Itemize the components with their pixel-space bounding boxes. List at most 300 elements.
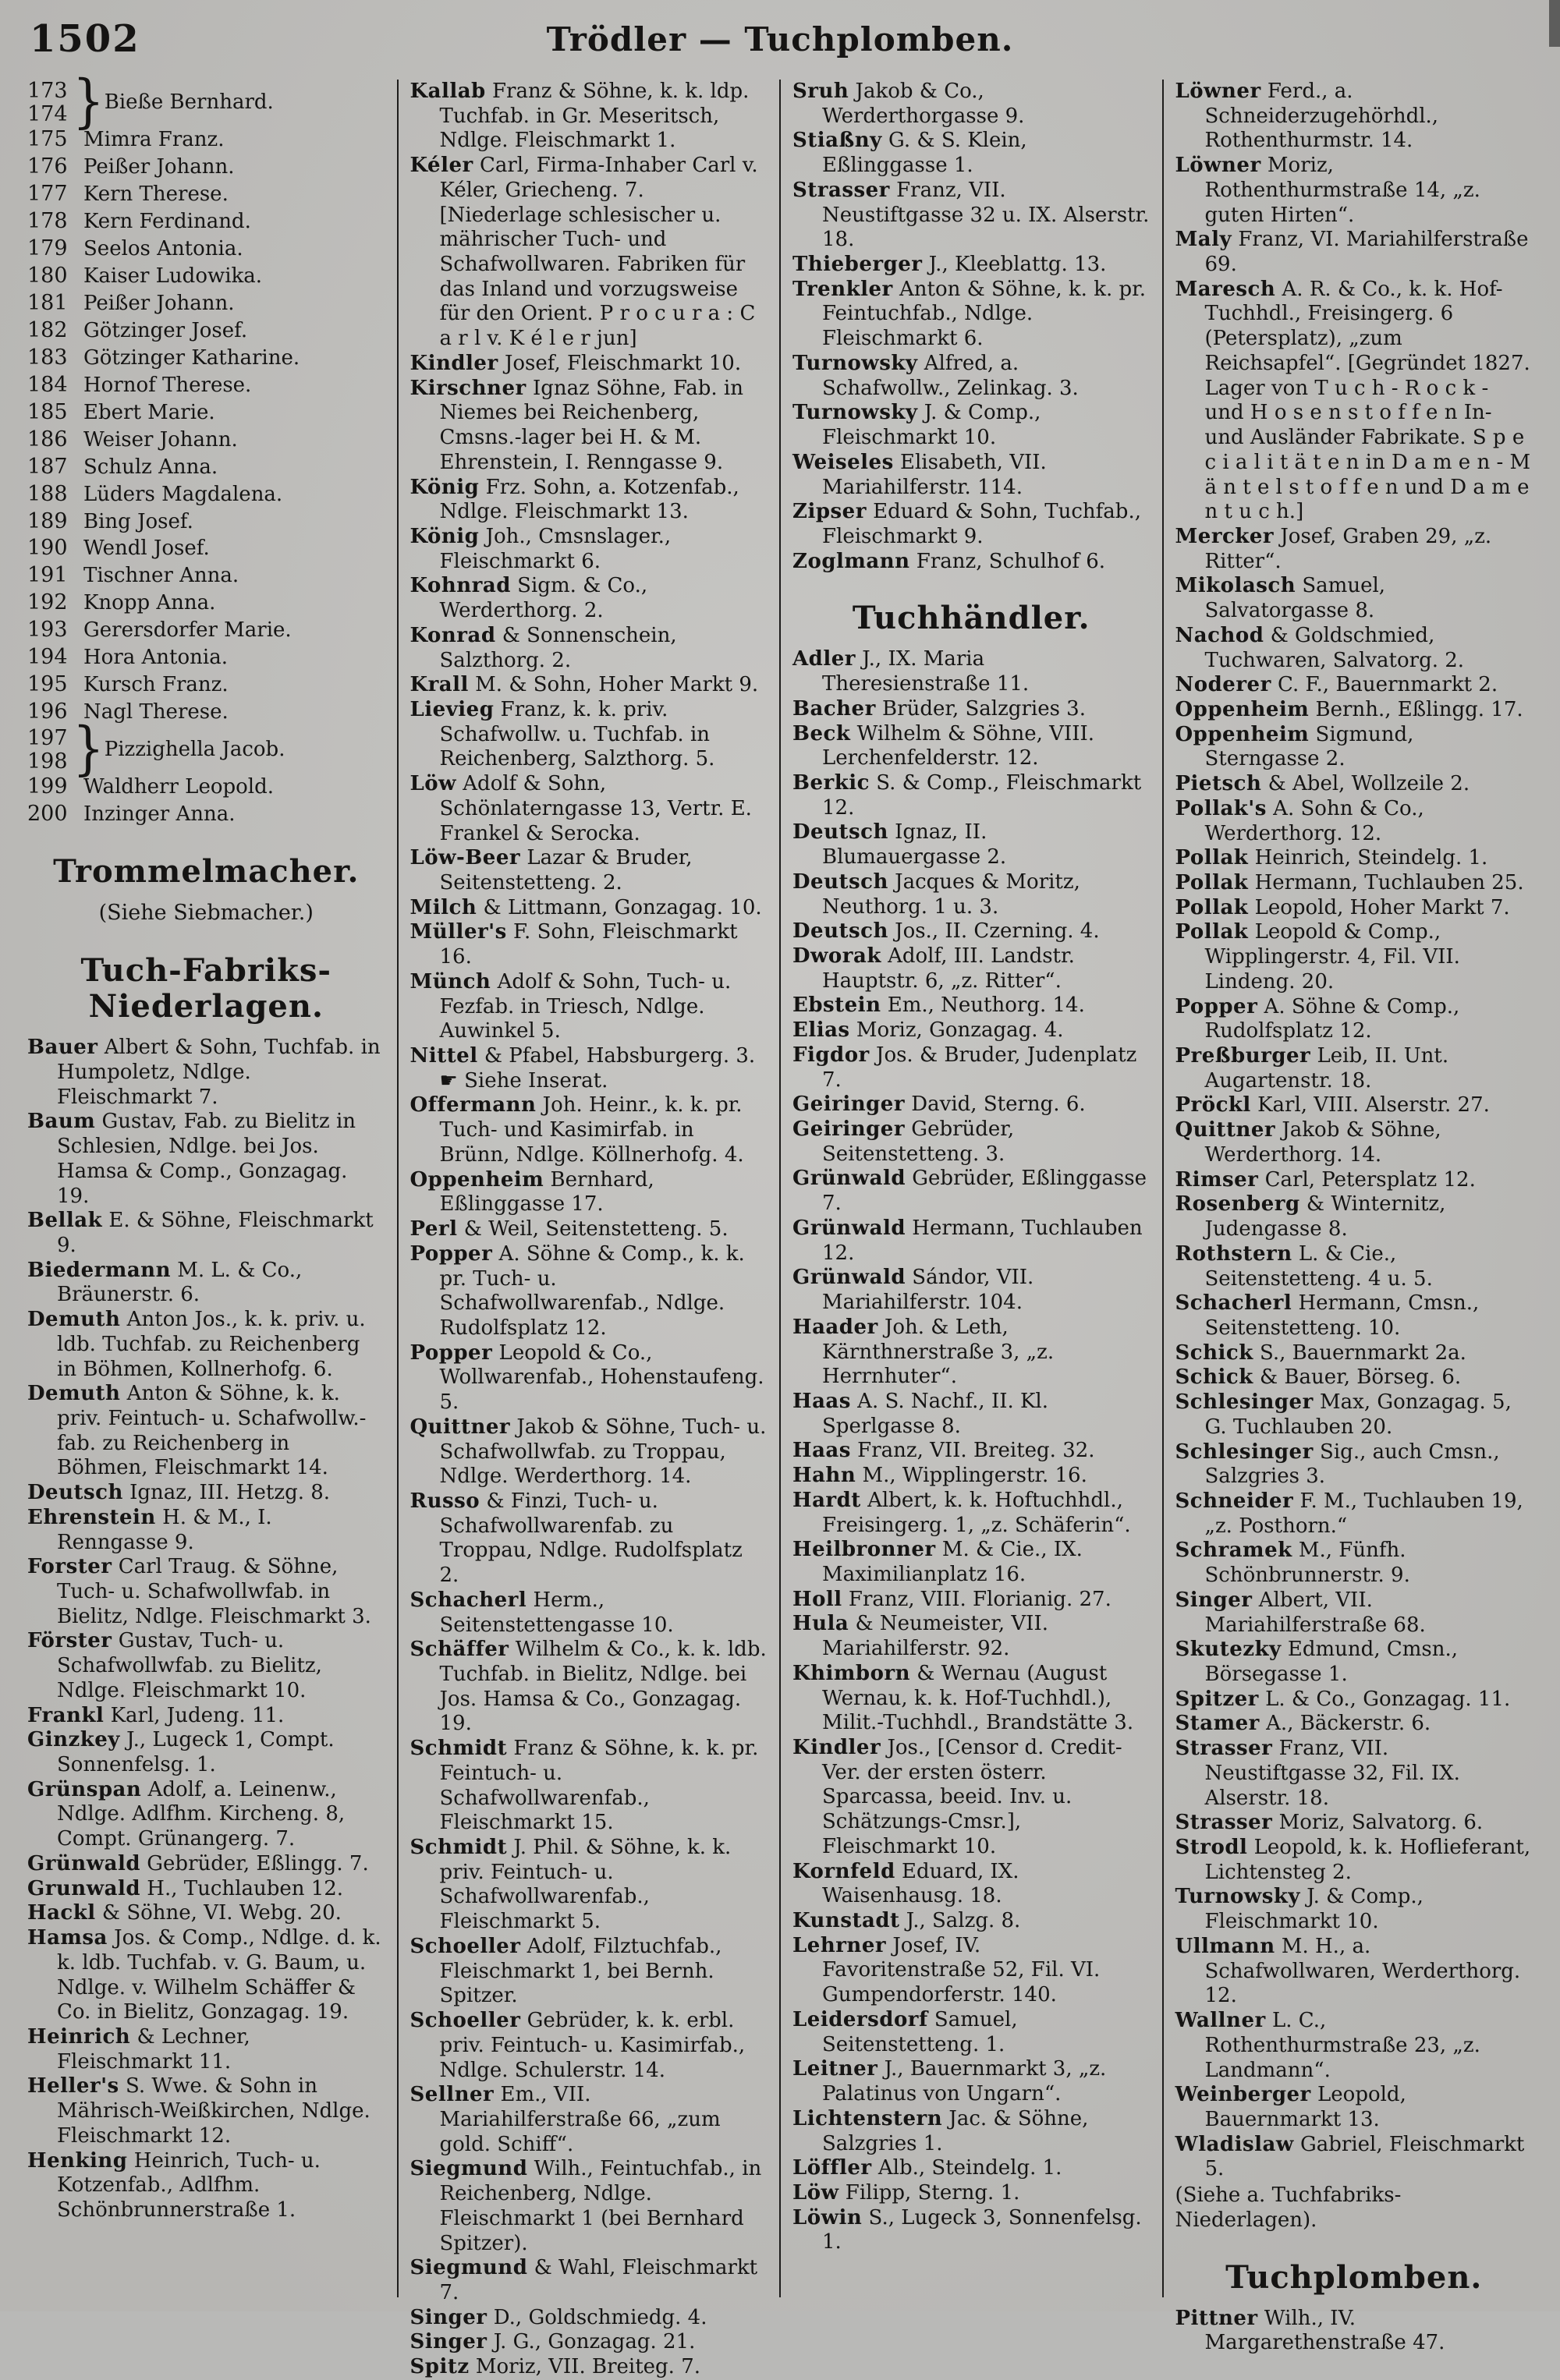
entry-surname: Biedermann: [27, 1258, 171, 1282]
entry-surname: Kindler: [792, 1736, 881, 1759]
entry-surname: Konrad: [410, 623, 496, 647]
numbered-entry: [27, 645, 385, 671]
entry-surname: Demuth: [27, 1382, 121, 1406]
entry-surname: Grunwald: [27, 1876, 140, 1900]
entry-surname: Berkic: [792, 770, 870, 795]
directory-entry: Ebstein Em., Neuthorg. 14.: [792, 993, 1085, 1018]
entry-surname: Deutsch: [792, 869, 888, 894]
entry-number: 175: [27, 127, 68, 152]
directory-entry: Turnowsky Alfred, a. Schafwollw., Zelinkag. 3.: [792, 351, 1079, 400]
numbered-entry-pair: [27, 69, 385, 136]
directory-entry: Holl Franz, VIII. Florianig. 27.: [792, 1587, 1112, 1611]
entry-surname: Henking: [27, 2148, 128, 2173]
entry-surname: Bauer: [27, 1036, 98, 1060]
entry-surname: Lichtenstern: [792, 2106, 943, 2130]
directory-entry: Wallner L. C., Rothenthurmstraße 23, „z. Landmann“.: [1175, 2009, 1480, 2082]
entry-surname: Kohnrad: [410, 574, 511, 598]
entry-surname: Haader: [792, 1315, 878, 1339]
entry-surname: Demuth: [27, 1308, 121, 1332]
directory-entry: Schoeller Gebrüder, k. k. erbl. priv. Feintuch- u. Kasimirfab., Ndlge. Schulerstr. 14.: [410, 2009, 746, 2082]
entry-surname: Siegmund: [410, 2157, 528, 2181]
entry-surname: Pollak: [1175, 871, 1249, 894]
directory-entry: König Frz. Sohn, a. Kotzenfab., Ndlge. Fleischmarkt 13.: [410, 475, 739, 524]
directory-entry: Singer Albert, VII. Mariahilferstraße 68.: [1175, 1588, 1426, 1637]
entry-surname: Pollak: [1175, 895, 1249, 919]
entry-surname: Offermann: [410, 1093, 537, 1117]
directory-entry: Thieberger J., Kleeblattg. 13.: [792, 253, 1107, 277]
directory-entry: Quittner Jakob & Söhne, Werderthorg. 14.: [1175, 1118, 1441, 1167]
entry-surname: Leitner: [792, 2057, 878, 2081]
entry-surname: Grünwald: [27, 1851, 140, 1875]
directory-entry: Pittner Wilh., IV. Margarethenstraße 47.: [1175, 2306, 1445, 2355]
entry-surname: Schmidt: [410, 1737, 508, 1761]
directory-entry: Maly Franz, VI. Mariahilferstraße 69.: [1175, 228, 1529, 277]
directory-entry: Stamer A., Bäckerstr. 6.: [1175, 1712, 1431, 1736]
entry-name: Kern Therese.: [83, 182, 229, 207]
entry-surname: Löw: [792, 2180, 839, 2205]
directory-entry: Singer J. G., Gonzagag. 21.: [410, 2330, 696, 2354]
entry-surname: Krall: [410, 673, 469, 697]
directory-entry: Grünspan Adolf, a. Leinenw., Ndlge. Adlfhm. Kircheng. 8, Compt. Grünangerg. 7.: [27, 1777, 346, 1851]
numbered-entry: [27, 427, 385, 453]
directory-entry: Löwner Ferd., a. Schneiderzugehörhdl., Rothenthurmstr. 14.: [1175, 80, 1439, 153]
entry-number: 185: [27, 399, 68, 424]
entry-surname: Pollak's: [1175, 796, 1267, 820]
entry-surname: Bacher: [792, 696, 876, 721]
entry-surname: Oppenheim: [1175, 722, 1310, 746]
entry-surname: Popper: [1175, 994, 1258, 1018]
entry-name: Pizzighella Jacob.: [104, 737, 285, 761]
entry-surname: Pietsch: [1175, 772, 1262, 796]
directory-entry: Schoeller Adolf, Filztuchfab., Fleischmarkt 1, bei Bernh. Spitzer.: [410, 1934, 722, 2008]
directory-entry: König Joh., Cmsnslager., Fleischmarkt 6.: [410, 524, 672, 573]
entry-surname: Pollak: [1175, 920, 1249, 944]
directory-entry: Mercker Josef, Graben 29, „z. Ritter“.: [1175, 524, 1492, 573]
entry-surname: Schlesinger: [1175, 1440, 1314, 1464]
directory-entry: Kornfeld Eduard, IX. Waisenhausg. 18.: [792, 1859, 1019, 1908]
directory-entry: Geiringer Gebrüder, Seitenstetteng. 3.: [792, 1117, 1015, 1166]
entry-surname: Schlesinger: [1175, 1390, 1314, 1415]
entry-number: 197: [27, 726, 68, 750]
entry-name: Schulz Anna.: [83, 455, 218, 479]
directory-entry: Pollak Leopold & Comp., Wipplingerstr. 4, Fil. VII. Lindeng. 20.: [1175, 920, 1460, 993]
entry-surname: Wladislaw: [1175, 2132, 1294, 2156]
entry-surname: Weinberger: [1175, 2083, 1311, 2107]
entry-surname: Weiseles: [792, 450, 894, 474]
entry-surname: Schick: [1175, 1365, 1253, 1390]
entry-surname: Rimser: [1175, 1167, 1259, 1192]
entry-name: Weiser Johann.: [83, 427, 238, 452]
entry-surname: Grünspan: [27, 1777, 142, 1801]
entry-number: 189: [27, 508, 68, 533]
numbered-entry: [27, 182, 385, 207]
entry-surname: Popper: [410, 1241, 493, 1266]
directory-entry: Strodl Leopold, k. k. Hoflieferant, Lichtensteg 2.: [1175, 1836, 1531, 1884]
numbered-entry: [27, 482, 385, 508]
entry-surname: Hamsa: [27, 1926, 108, 1950]
entry-name: Hornof Therese.: [83, 373, 252, 397]
entry-number: 199: [27, 774, 68, 799]
numbered-entry: [27, 291, 385, 317]
entry-surname: Spitzer: [1175, 1687, 1259, 1711]
entry-number: 192: [27, 590, 68, 615]
entry-name: Kern Ferdinand.: [83, 210, 251, 234]
directory-entry: Zipser Eduard & Sohn, Tuchfab., Fleischmarkt 9.: [792, 500, 1141, 548]
directory-entry: Nachod & Goldschmied, Tuchwaren, Salvatorg. 2.: [1175, 623, 1465, 672]
entry-number: 177: [27, 182, 68, 207]
entry-surname: Sruh: [792, 80, 849, 103]
column-3: [781, 80, 1164, 2297]
directory-entry: Quittner Jakob & Söhne, Tuch- u. Schafwollwfab. zu Troppau, Ndlge. Werderthorg. 14.: [410, 1415, 767, 1489]
directory-entry: Spitzer L. & Co., Gonzagag. 11.: [1175, 1687, 1511, 1711]
directory-entry: Schick S., Bauernmarkt 2a.: [1175, 1341, 1466, 1365]
directory-entry: Münch Adolf & Sohn, Tuch- u. Fezfab. in Triesch, Ndlge. Auwinkel 5.: [410, 969, 732, 1043]
entry-number-pair: [27, 727, 73, 773]
directory-entry: Löw Filipp, Sterng. 1.: [792, 2180, 1020, 2205]
entry-number: 186: [27, 427, 68, 452]
entry-surname: Forster: [27, 1555, 112, 1579]
cross-reference-note: (Siehe a. Tuchfabriks-Niederlagen).: [1175, 2183, 1402, 2232]
directory-entry: Oppenheim Bernhard, Eßlinggasse 17.: [410, 1167, 654, 1217]
entry-surname: Grünwald: [792, 1167, 906, 1191]
entry-name: Gerersdorfer Marie.: [83, 618, 292, 643]
entry-surname: Löffler: [792, 2156, 872, 2180]
entry-surname: Pittner: [1175, 2306, 1258, 2330]
directory-entry: Siegmund Wilh., Feintuchfab., in Reichenberg, Ndlge. Fleischmarkt 1 (bei Bernhard Spitzer).: [410, 2157, 762, 2255]
entry-name: Wendl Josef.: [83, 537, 210, 561]
entry-surname: Mercker: [1175, 524, 1275, 548]
entry-number: 173: [27, 79, 68, 103]
entry-name: Tischner Anna.: [83, 564, 239, 588]
directory-entry: Hardt Albert, k. k. Hoftuchhdl., Freisingerg. 1, „z. Schäferin“.: [792, 1488, 1131, 1537]
entry-number: 176: [27, 154, 68, 179]
entry-number: 174: [27, 101, 68, 126]
entry-surname: Stiaßny: [792, 129, 882, 153]
section-heading: Tuchhändler.: [852, 600, 1090, 637]
directory-entry: Schacherl Herm., Seitenstettengasse 10.: [410, 1588, 674, 1637]
numbered-entry: [27, 455, 385, 480]
directory-entry: Strasser Franz, VII. Neustiftgasse 32, Fil. IX. Alserstr. 18.: [1175, 1737, 1460, 1810]
directory-entry: Mikolasch Samuel, Salvatorgasse 8.: [1175, 574, 1386, 623]
directory-entry: Nittel & Pfabel, Habsburgerg. 3. ☛ Siehe Inserat.: [410, 1044, 756, 1093]
entry-number: 200: [27, 802, 68, 827]
directory-entry: Milch & Littmann, Gonzagag. 10.: [410, 895, 762, 919]
section-subheading: (Siehe Siebmacher.): [98, 901, 314, 926]
entry-surname: Skutezky: [1175, 1638, 1282, 1662]
entry-surname: Hula: [792, 1612, 849, 1636]
directory-entry: Rothstern L. & Cie., Seitenstetteng. 4 u. 5.: [1175, 1241, 1433, 1291]
directory-entry: Biedermann M. L. & Co., Bräunerstr. 6.: [27, 1258, 303, 1307]
entry-surname: Schacherl: [410, 1588, 527, 1612]
columns-container: [0, 66, 1560, 2379]
directory-entry: Frankl Karl, Judeng. 11.: [27, 1703, 285, 1727]
entry-name: Hora Antonia.: [83, 646, 228, 670]
entry-surname: Spitz: [410, 2355, 470, 2379]
directory-entry: Löwin S., Lugeck 3, Sonnenfelsg. 1.: [792, 2205, 1142, 2254]
directory-entry: Siegmund & Wahl, Fleischmarkt 7.: [410, 2256, 758, 2304]
entry-number: 190: [27, 536, 68, 561]
entry-name: Kursch Franz.: [83, 673, 229, 697]
entry-surname: Münch: [410, 969, 491, 993]
entry-surname: Hardt: [792, 1488, 861, 1512]
entry-surname: Schoeller: [410, 2009, 521, 2033]
page-header: [0, 0, 1560, 66]
entry-surname: Ebstein: [792, 993, 881, 1018]
directory-entry: Figdor Jos. & Bruder, Judenplatz 7.: [792, 1043, 1137, 1092]
directory-entry: Deutsch Jos., II. Czerning. 4.: [792, 919, 1100, 944]
entry-surname: Strodl: [1175, 1836, 1248, 1860]
entry-surname: Singer: [410, 2305, 488, 2329]
directory-entry: Strasser Franz, VII. Neustiftgasse 32 u. IX. Alserstr. 18.: [792, 178, 1150, 252]
directory-entry: Sruh Jakob & Co., Werderthorgasse 9.: [792, 80, 1025, 128]
directory-entry: Löw-Beer Lazar & Bruder, Seitenstetteng. 2.: [410, 846, 693, 894]
entry-surname: Turnowsky: [792, 351, 918, 375]
directory-entry: Beck Wilhelm & Söhne, VIII. Lerchenfelderstr. 12.: [792, 721, 1095, 770]
entry-surname: Löwner: [1175, 154, 1261, 178]
directory-entry: Singer D., Goldschmiedg. 4.: [410, 2305, 707, 2329]
entry-surname: König: [410, 475, 480, 499]
directory-entry: Perl & Weil, Seitenstetteng. 5.: [410, 1217, 729, 1241]
directory-entry: Demuth Anton Jos., k. k. priv. u. ldb. Tuchfab. zu Reichenberg in Böhmen, Kollnerhofg. 6.: [27, 1308, 366, 1381]
directory-entry: Pietsch & Abel, Wollzeile 2.: [1175, 772, 1470, 796]
numbered-entry: [27, 672, 385, 698]
directory-entry: Spitz Moriz, VII. Breiteg. 7.: [410, 2355, 701, 2379]
entry-name: Ebert Marie.: [83, 400, 215, 424]
directory-entry: Berkic S. & Comp., Fleischmarkt 12.: [792, 770, 1142, 820]
entry-surname: Schacherl: [1175, 1291, 1292, 1316]
directory-entry: Schäffer Wilhelm & Co., k. k. ldb. Tuchfab. in Bielitz, Ndlge. bei Jos. Hamsa & Co., Gonzagag. 19.: [410, 1638, 767, 1736]
entry-surname: Stamer: [1175, 1712, 1260, 1736]
entry-surname: Löw-Beer: [410, 846, 521, 870]
entry-surname: Turnowsky: [792, 401, 918, 425]
directory-entry: Trenkler Anton & Söhne, k. k. pr. Feintuchfab., Ndlge. Fleischmarkt 6.: [792, 277, 1146, 351]
entry-surname: Hahn: [792, 1464, 856, 1488]
entry-surname: Heilbronner: [792, 1538, 936, 1562]
entry-surname: Ginzkey: [27, 1728, 120, 1752]
entry-number: 196: [27, 699, 68, 724]
entry-number: 187: [27, 454, 68, 479]
directory-entry: Heller's S. Wwe. & Sohn in Mährisch-Weißkirchen, Ndlge. Fleischmarkt 12.: [27, 2074, 370, 2148]
directory-entry: Oppenheim Bernh., Eßlingg. 17.: [1175, 697, 1523, 721]
entry-surname: Grünwald: [792, 1266, 906, 1290]
entry-surname: Oppenheim: [410, 1167, 544, 1192]
directory-entry: Haas Franz, VII. Breiteg. 32.: [792, 1439, 1095, 1463]
directory-entry: Ehrenstein H. & M., I. Renngasse 9.: [27, 1505, 272, 1554]
entry-surname: Sellner: [410, 2083, 495, 2107]
entry-surname: Singer: [1175, 1588, 1253, 1612]
directory-entry: Löw Adolf & Sohn, Schönlaterngasse 13, Vertr. E. Frankel & Serocka.: [410, 772, 752, 845]
directory-entry: Deutsch Ignaz, III. Hetzg. 8.: [27, 1481, 331, 1505]
entry-surname: Strasser: [792, 178, 890, 202]
directory-entry: Maresch A. R. & Co., k. k. Hof-Tuchhdl., Freisingerg. 6 (Petersplatz), „zum Reichsapfel“. [Gegründet 1827. Lager von T u c h - R o c k - und H o s e n s t o f f e n In- und Ausländer Fabrikate. S p e c i a l i t ä t e n in D a m e n - M ä n t e l s t o f f e n und D a m e n t u c h.]: [1175, 277, 1531, 524]
directory-entry: Demuth Anton & Söhne, k. k. priv. Feintuch- u. Schafwollw.-fab. zu Reichenberg in Böhmen, Fleischmarkt 14.: [27, 1382, 367, 1480]
entry-surname: Müller's: [410, 920, 507, 944]
directory-entry: Bellak E. & Söhne, Fleischmarkt 9.: [27, 1209, 374, 1257]
entry-surname: Maly: [1175, 228, 1232, 252]
directory-entry: Russo & Finzi, Tuch- u. Schafwollwarenfab. zu Troppau, Ndlge. Rudolfsplatz 2.: [410, 1489, 743, 1588]
entry-surname: Beck: [792, 721, 851, 746]
section-heading: Trommelmacher.: [53, 853, 360, 891]
directory-entry: Deutsch Jacques & Moritz, Neuthorg. 1 u. 3.: [792, 869, 1080, 919]
directory-entry: Kunstadt J., Salzg. 8.: [792, 1909, 1021, 1933]
directory-entry: Ginzkey J., Lugeck 1, Compt. Sonnenfelsg. 1.: [27, 1728, 335, 1777]
entry-name: Peißer Johann.: [83, 155, 235, 179]
directory-entry: Heinrich & Lechner, Fleischmarkt 11.: [27, 2024, 250, 2074]
directory-entry: Lehrner Josef, IV. Favoritenstraße 52, Fil. VI. Gumpendorferstr. 140.: [792, 1933, 1101, 2007]
entry-surname: Oppenheim: [1175, 697, 1310, 721]
entry-name: Waldherr Leopold.: [83, 775, 275, 799]
directory-entry: Hahn M., Wipplingerstr. 16.: [792, 1464, 1087, 1488]
entry-surname: Strasser: [1175, 1737, 1273, 1761]
numbered-entry: [27, 618, 385, 643]
entry-surname: Ehrenstein: [27, 1505, 156, 1529]
directory-entry: Haas A. S. Nachf., II. Kl. Sperlgasse 8.: [792, 1389, 1049, 1438]
entry-surname: Haas: [792, 1389, 851, 1413]
directory-entry: Deutsch Ignaz, II. Blumauergasse 2.: [792, 820, 1007, 869]
directory-entry: Khimborn & Wernau (August Wernau, k. k. Hof-Tuchhdl.), Milit.-Tuchhdl., Brandstätte 3.: [792, 1661, 1134, 1735]
directory-entry: Sellner Em., VII. Mariahilferstraße 66, „zum gold. Schiff“.: [410, 2083, 721, 2156]
entry-surname: Figdor: [792, 1043, 870, 1067]
directory-entry: Schick & Bauer, Börseg. 6.: [1175, 1365, 1462, 1390]
directory-entry: Hula & Neumeister, VII. Mariahilferstr. 92.: [792, 1612, 1048, 1661]
directory-entry: Löffler Alb., Steindelg. 1.: [792, 2156, 1062, 2180]
directory-entry: Ullmann M. H., a. Schafwollwaren, Werderthorg. 12.: [1175, 1934, 1521, 2008]
directory-entry: Pollak's A. Sohn & Co., Werderthorg. 12.: [1175, 796, 1424, 845]
directory-entry: Turnowsky J. & Comp., Fleischmarkt 10.: [792, 401, 1041, 450]
entry-surname: Löwin: [792, 2205, 863, 2229]
directory-entry: Stiaßny G. & S. Klein, Eßlinggasse 1.: [792, 129, 1027, 178]
directory-entry: Krall M. & Sohn, Hoher Markt 9.: [410, 673, 759, 697]
directory-entry: Grünwald Gebrüder, Eßlingg. 7.: [27, 1851, 369, 1875]
directory-entry: Kohnrad Sigm. & Co., Werderthorg. 2.: [410, 574, 648, 623]
entry-surname: Noderer: [1175, 673, 1271, 697]
directory-entry: Grünwald Hermann, Tuchlauben 12.: [792, 1216, 1143, 1265]
entry-name: Bieße Bernhard.: [104, 90, 274, 114]
entry-number: 179: [27, 236, 68, 261]
entry-surname: Deutsch: [27, 1481, 123, 1505]
directory-entry: Popper A. Söhne & Comp., Rudolfsplatz 12.: [1175, 994, 1460, 1043]
entry-number: 195: [27, 672, 68, 697]
directory-entry: Konrad & Sonnenschein, Salzthorg. 2.: [410, 623, 677, 672]
entry-surname: Heinrich: [27, 2024, 131, 2049]
numbered-entry: [27, 802, 385, 827]
entry-surname: Kornfeld: [792, 1859, 895, 1883]
numbered-entry: [27, 209, 385, 235]
directory-entry: Dworak Adolf, III. Landstr. Hauptstr. 6, „z. Ritter“.: [792, 944, 1075, 993]
entry-surname: Kéler: [410, 154, 473, 178]
entry-surname: Schick: [1175, 1341, 1253, 1365]
entry-surname: Mikolasch: [1175, 574, 1296, 598]
entry-number-pair: [27, 80, 73, 126]
column-4: [1164, 80, 1545, 2355]
directory-entry: Pollak Leopold, Hoher Markt 7.: [1175, 895, 1510, 919]
entry-name: Inzinger Anna.: [83, 802, 236, 827]
numbered-entry: [27, 318, 385, 344]
directory-entry: Pollak Hermann, Tuchlauben 25.: [1175, 871, 1524, 894]
numbered-entry: [27, 154, 385, 180]
entry-surname: Bellak: [27, 1209, 103, 1233]
entry-surname: Strasser: [1175, 1811, 1273, 1835]
entry-surname: Förster: [27, 1629, 112, 1653]
directory-entry: Leidersdorf Samuel, Seitenstetteng. 1.: [792, 2007, 1018, 2056]
entry-surname: Schneider: [1175, 1489, 1294, 1513]
entry-surname: Grünwald: [792, 1216, 906, 1240]
directory-entry: Preßburger Leib, II. Unt. Augartenstr. 18.: [1175, 1044, 1449, 1093]
entry-surname: Milch: [410, 895, 477, 919]
entry-surname: Adler: [792, 647, 856, 671]
entry-name: Götzinger Josef.: [83, 318, 248, 342]
entry-surname: Lehrner: [792, 1933, 887, 1957]
directory-entry: Bauer Albert & Sohn, Tuchfab. in Humpoletz, Ndlge. Fleischmarkt 7.: [27, 1036, 381, 1109]
entry-surname: Deutsch: [792, 820, 888, 845]
numbered-entry: [27, 264, 385, 289]
entry-number: 181: [27, 291, 68, 315]
numbered-entry: [27, 509, 385, 535]
directory-entry: Förster Gustav, Tuch- u. Schafwollwfab. zu Bielitz, Ndlge. Fleischmarkt 10.: [27, 1629, 322, 1702]
numbered-entry: [27, 563, 385, 589]
entry-surname: Perl: [410, 1217, 458, 1241]
directory-entry: Hamsa Jos. & Comp., Ndlge. d. k. k. ldb. Tuchfab. v. G. Baum, u. Ndlge. v. Wilhelm Schäffer & Co. in Bielitz, Gonzagag. 19.: [27, 1926, 381, 2024]
directory-entry: Grunwald H., Tuchlauben 12.: [27, 1876, 344, 1900]
directory-entry: Oppenheim Sigmund, Sterngasse 2.: [1175, 722, 1414, 771]
entry-name: Bing Josef.: [83, 509, 193, 533]
entry-name: Knopp Anna.: [83, 591, 216, 615]
directory-entry: Weinberger Leopold, Bauernmarkt 13.: [1175, 2083, 1406, 2131]
entry-surname: Kallab: [410, 80, 486, 103]
entry-surname: Holl: [792, 1587, 842, 1611]
directory-entry: Heilbronner M. & Cie., IX. Maximilianplatz 16.: [792, 1538, 1083, 1586]
directory-entry: Geiringer David, Sterng. 6.: [792, 1093, 1086, 1117]
directory-entry: Löwner Moriz, Rothenthurmstraße 14, „z. guten Hirten“.: [1175, 154, 1480, 227]
numbered-entry: [27, 345, 385, 371]
entry-name: Seelos Antonia.: [83, 237, 243, 261]
entry-name: Götzinger Katharine.: [83, 345, 300, 370]
directory-entry: Offermann Joh. Heinr., k. k. pr. Tuch- und Kasimirfab. in Brünn, Ndlge. Köllnerhofg. 4.: [410, 1093, 744, 1167]
entry-name: Lüders Magdalena.: [83, 482, 283, 506]
directory-entry: Lievieg Franz, k. k. priv. Schafwollw. u. Tuchfab. in Reichenberg, Salzthorg. 5.: [410, 697, 715, 771]
directory-entry: Baum Gustav, Fab. zu Bielitz in Schlesien, Ndlge. bei Jos. Hamsa & Comp., Gonzagag. 19.: [27, 1110, 356, 1208]
entry-surname: Pollak: [1175, 846, 1249, 870]
entry-surname: Singer: [410, 2330, 488, 2354]
directory-entry: Kéler Carl, Firma-Inhaber Carl v. Kéler, Griecheng. 7. [Niederlage schlesischer u. mährischer Tuch- und Schafwollwaren. Fabriken für das Inland und vorzugsweise für den Orient. P r o c u r a : C a r l v. K é l e r jun]: [410, 154, 758, 351]
brace-glyph: }: [73, 716, 105, 783]
entry-number: 188: [27, 481, 68, 506]
directory-entry: Turnowsky J. & Comp., Fleischmarkt 10.: [1175, 1885, 1424, 1934]
entry-surname: König: [410, 524, 480, 548]
entry-surname: Lievieg: [410, 697, 495, 721]
directory-entry: Strasser Moriz, Salvatorg. 6.: [1175, 1811, 1484, 1835]
entry-surname: Geiringer: [792, 1093, 906, 1117]
entry-surname: Deutsch: [792, 919, 888, 944]
directory-entry: Popper A. Söhne & Comp., k. k. pr. Tuch- u. Schafwollwarenfab., Ndlge. Rudolfsplatz 12.: [410, 1241, 745, 1340]
entry-surname: Thieberger: [792, 253, 923, 277]
directory-entry: Müller's F. Sohn, Fleischmarkt 16.: [410, 920, 738, 969]
directory-entry: Lichtenstern Jac. & Söhne, Salzgries 1.: [792, 2106, 1089, 2155]
brace-glyph: }: [73, 69, 105, 136]
directory-entry: Elias Moriz, Gonzagag. 4.: [792, 1018, 1064, 1043]
entry-surname: Kirschner: [410, 376, 526, 400]
page-number: 1502: [30, 17, 140, 61]
entry-surname: Quittner: [410, 1415, 511, 1439]
directory-entry: Pröckl Karl, VIII. Alserstr. 27.: [1175, 1093, 1490, 1117]
directory-entry: Schlesinger Sig., auch Cmsn., Salzgries 3.: [1175, 1440, 1500, 1489]
numbered-entry: [27, 236, 385, 262]
column-2: [399, 80, 782, 2379]
directory-entry: Pollak Heinrich, Steindelg. 1.: [1175, 846, 1488, 870]
entry-surname: Heller's: [27, 2074, 119, 2098]
directory-entry: Noderer C. F., Bauernmarkt 2.: [1175, 673, 1498, 697]
entry-surname: Geiringer: [792, 1117, 906, 1142]
